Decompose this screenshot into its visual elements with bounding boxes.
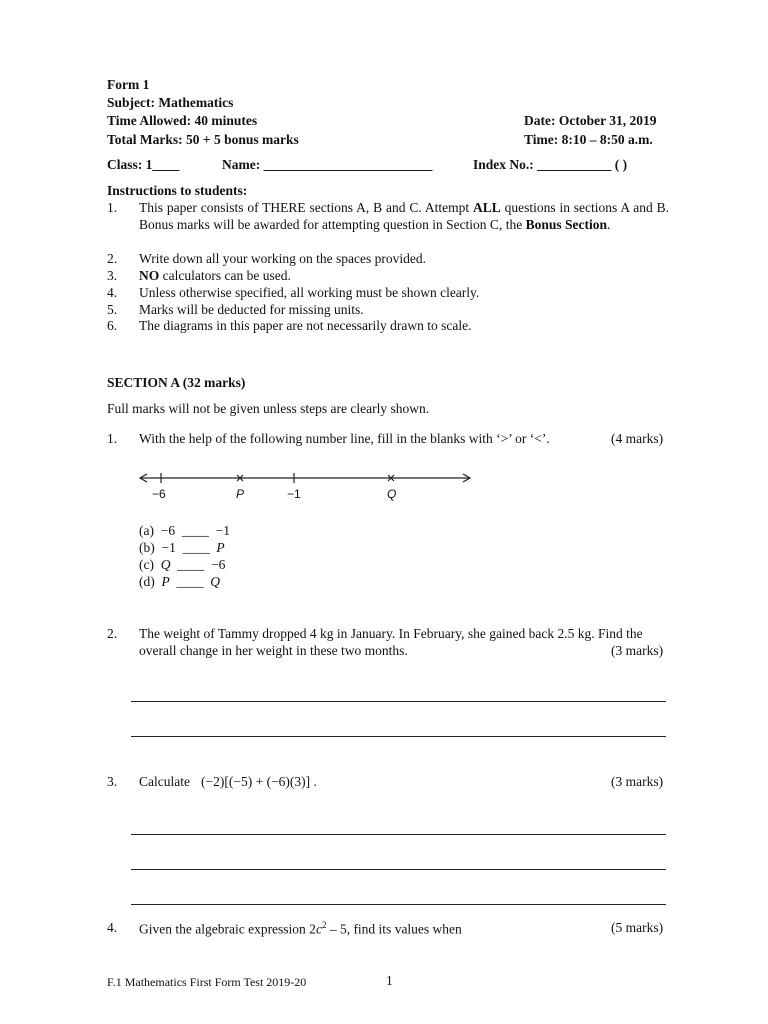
total-marks-label: Total Marks: 50 + 5 bonus marks: [107, 132, 299, 147]
instruction-item: The diagrams in this paper are not necessarily drawn to scale.: [139, 318, 472, 333]
form-label: Form 1: [107, 77, 150, 92]
footer-title: F.1 Mathematics First Form Test 2019-20: [107, 975, 307, 989]
answer-blank[interactable]: ____: [182, 540, 210, 555]
q2-marks: (3 marks): [611, 643, 664, 658]
q1-number: 1.: [107, 431, 118, 446]
q2-number: 2.: [107, 626, 118, 641]
q2-text-line2: overall change in her weight in these two months.: [139, 643, 408, 658]
instruction-number: 3.: [107, 268, 118, 283]
answer-line[interactable]: [131, 701, 666, 702]
answer-blank[interactable]: ____: [176, 574, 204, 589]
q1-part: (b) −1 ____ P: [139, 540, 225, 555]
q1-part: (a) −6 ____ −1: [139, 523, 230, 538]
q1-marks: (4 marks): [611, 431, 664, 446]
q1-text: With the help of the following number line, fill in the blanks with ‘>’ or ‘<’.: [139, 431, 550, 446]
q3-number: 3.: [107, 774, 118, 789]
instruction-item: This paper consists of THERE sections A, B and C. Attempt ALL questions in sections A and B. Bonus marks will be awarded for attempting question in Section C, the Bonus Section.: [139, 200, 670, 232]
answer-line[interactable]: [131, 736, 666, 737]
q4-text: Given the algebraic expression $2c^2 - 5$, find its values when: [139, 920, 462, 937]
instruction-number: 4.: [107, 285, 118, 300]
instructions-title: Instructions to students:: [107, 183, 248, 198]
answer-blank[interactable]: ____: [181, 523, 209, 538]
instruction-number: 1.: [107, 200, 118, 215]
q4-marks: (5 marks): [611, 920, 664, 935]
instruction-item: Marks will be deducted for missing units.: [139, 302, 364, 317]
q3-expression: (−2)[(−5) + (−6)(3)] .: [201, 774, 317, 789]
name-field[interactable]: Name: _________________________: [222, 157, 433, 172]
index-field[interactable]: Index No.: ___________ ( ): [473, 157, 628, 172]
subject-label: Subject: Mathematics: [107, 95, 234, 110]
instruction-item: Write down all your working on the spaces provided.: [139, 251, 427, 266]
answer-line[interactable]: [131, 904, 666, 905]
section-a-title: SECTION A (32 marks): [107, 375, 246, 390]
section-a-note: Full marks will not be given unless steps are clearly shown.: [107, 401, 430, 416]
number-line-label: −1: [287, 487, 301, 501]
answer-line[interactable]: [131, 834, 666, 835]
instruction-item: Unless otherwise specified, all working must be shown clearly.: [139, 285, 480, 300]
q3-marks: (3 marks): [611, 774, 664, 789]
time-allowed-label: Time Allowed: 40 minutes: [107, 113, 258, 128]
q2-text-line1: The weight of Tammy dropped 4 kg in January. In February, she gained back 2.5 kg. Find the: [139, 626, 643, 641]
q1-part: (d) P ____ Q: [139, 574, 220, 589]
number-line-label: −6: [152, 487, 166, 501]
number-line-label: Q: [387, 487, 397, 501]
time-label: Time: 8:10 – 8:50 a.m.: [524, 132, 653, 147]
instruction-number: 5.: [107, 302, 118, 317]
q1-part: (c) Q ____ −6: [139, 557, 226, 572]
date-label: Date: October 31, 2019: [524, 113, 657, 128]
instruction-item: NO calculators can be used.: [139, 268, 291, 283]
answer-blank[interactable]: ____: [177, 557, 205, 572]
number-line: [130, 465, 480, 505]
q4-number: 4.: [107, 920, 118, 935]
class-field[interactable]: Class: 1____: [107, 157, 180, 172]
instruction-number: 2.: [107, 251, 118, 266]
page-number: 1: [386, 973, 393, 988]
instruction-number: 6.: [107, 318, 118, 333]
number-line-label: P: [236, 487, 245, 501]
answer-line[interactable]: [131, 869, 666, 870]
q3-text: Calculate: [139, 774, 190, 789]
